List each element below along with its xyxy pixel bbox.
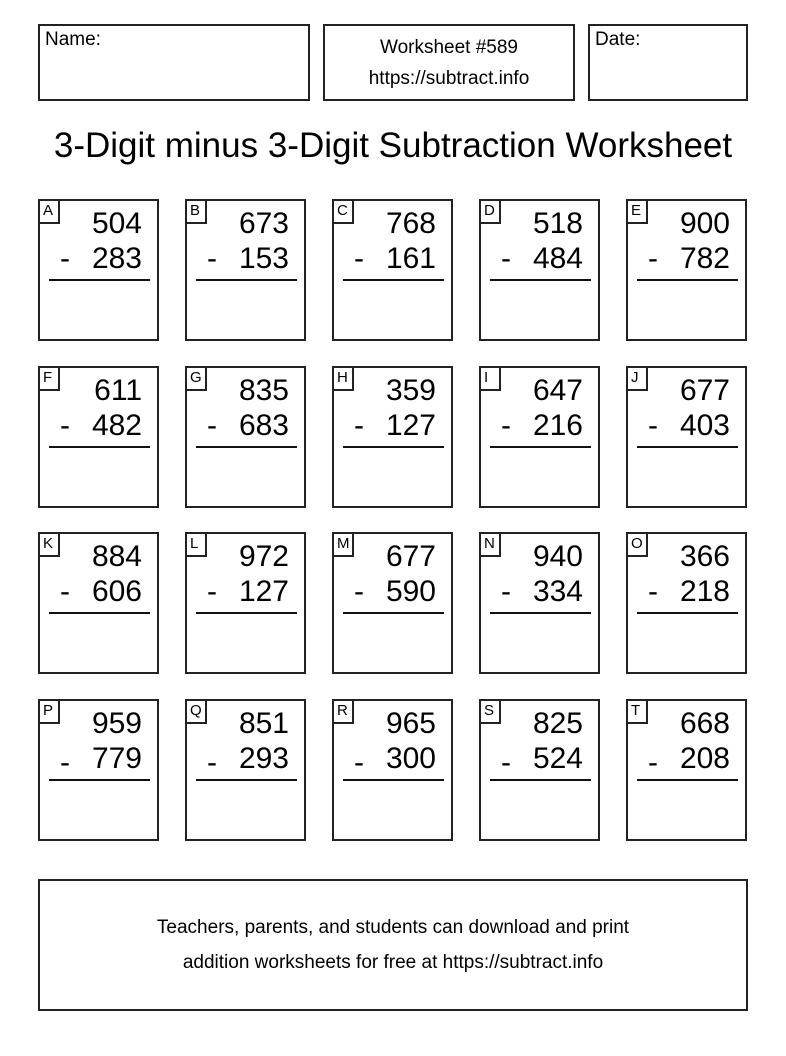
problem-box[interactable] [626,366,747,508]
minus-sign: - [60,409,70,442]
problem-box[interactable] [332,532,453,674]
minuend: 884 [91,540,142,573]
name-label: Name: [45,29,101,50]
minuend: 851 [238,707,289,740]
minuend: 611 [94,374,142,407]
subtrahend: 403 [679,409,730,442]
minuend: 677 [385,540,436,573]
minus-sign: - [207,242,217,275]
answer-line [637,279,738,281]
problem-box[interactable] [185,199,306,341]
minus-sign: - [354,242,364,275]
minuend: 768 [385,207,436,240]
minus-sign: - [60,575,70,608]
subtrahend: 484 [532,242,583,275]
problem-box[interactable] [38,699,159,841]
answer-line [343,612,444,614]
minus-sign: - [648,575,658,608]
problem-label: R [332,699,354,724]
minuend: 972 [238,540,289,573]
subtrahend: 779 [91,742,142,775]
answer-line [196,279,297,281]
subtrahend: 127 [385,409,436,442]
worksheet-url: https://subtract.info [368,68,530,89]
problem-box[interactable] [626,199,747,341]
problem-label: B [185,199,207,224]
subtrahend: 524 [532,742,583,775]
subtrahend: 683 [238,409,289,442]
answer-line [490,279,591,281]
minuend: 673 [238,207,289,240]
minuend: 965 [385,707,436,740]
subtrahend: 300 [385,742,436,775]
minus-sign: - [60,242,70,275]
problem-box[interactable] [626,699,747,841]
problem-label: D [479,199,501,224]
minus-sign: - [354,409,364,442]
problem-box[interactable] [626,532,747,674]
problem-box[interactable] [38,532,159,674]
minuend: 366 [679,540,730,573]
minus-sign: - [501,242,511,275]
problem-box[interactable] [185,699,306,841]
minus-sign: - [207,575,217,608]
problem-box[interactable] [479,532,600,674]
answer-line [343,446,444,448]
problem-label: P [38,699,60,724]
subtrahend: 283 [91,242,142,275]
answer-line [49,612,150,614]
problem-label: M [332,532,354,557]
answer-line [343,779,444,781]
minus-sign: - [501,409,511,442]
problem-box[interactable] [479,366,600,508]
subtrahend: 334 [532,575,583,608]
answer-line [637,612,738,614]
subtrahend: 208 [679,742,730,775]
problem-label: L [185,532,207,557]
problem-label: J [626,366,648,391]
minuend: 647 [532,374,583,407]
problem-box[interactable] [38,199,159,341]
minus-sign: - [501,746,511,779]
answer-line [49,446,150,448]
problem-label: T [626,699,648,724]
answer-line [637,446,738,448]
minus-sign: - [354,746,364,779]
answer-line [49,279,150,281]
problem-box[interactable] [332,699,453,841]
minuend: 504 [91,207,142,240]
minus-sign: - [207,409,217,442]
minuend: 359 [385,374,436,407]
subtrahend: 127 [238,575,289,608]
answer-line [49,779,150,781]
problem-label: A [38,199,60,224]
answer-line [343,279,444,281]
subtrahend: 606 [91,575,142,608]
subtrahend: 293 [238,742,289,775]
problem-box[interactable] [332,199,453,341]
problem-label: G [185,366,207,391]
problem-label: N [479,532,501,557]
problem-box[interactable] [479,199,600,341]
problem-box[interactable] [332,366,453,508]
footer-box [38,879,748,1011]
problem-label: K [38,532,60,557]
problem-label: O [626,532,648,557]
minuend: 668 [679,707,730,740]
name-field-box[interactable] [38,24,310,101]
subtrahend: 782 [679,242,730,275]
date-label: Date: [595,29,641,50]
problem-box[interactable] [185,366,306,508]
answer-line [490,779,591,781]
problem-box[interactable] [479,699,600,841]
answer-line [490,612,591,614]
footer-line-2: addition worksheets for free at https://subtract.info [182,952,604,973]
answer-line [196,612,297,614]
subtrahend: 482 [91,409,142,442]
minus-sign: - [648,409,658,442]
answer-line [196,779,297,781]
problem-label: H [332,366,354,391]
page-title: 3-Digit minus 3-Digit Subtraction Worksheet [53,126,733,165]
subtrahend: 590 [385,575,436,608]
worksheet-number: Worksheet #589 [379,37,518,58]
subtrahend: 218 [679,575,730,608]
minus-sign: - [60,746,70,779]
minuend: 835 [238,374,289,407]
problem-label: C [332,199,354,224]
minuend: 900 [679,207,730,240]
problem-label: I [479,366,501,391]
problem-label: E [626,199,648,224]
subtrahend: 153 [238,242,289,275]
subtrahend: 161 [385,242,436,275]
minuend: 677 [679,374,730,407]
minus-sign: - [207,746,217,779]
problem-label: S [479,699,501,724]
minus-sign: - [354,575,364,608]
minus-sign: - [648,242,658,275]
problem-label: F [38,366,60,391]
minuend: 959 [91,707,142,740]
minus-sign: - [648,746,658,779]
problem-label: Q [185,699,207,724]
worksheet-info-box [323,24,575,101]
minuend: 825 [532,707,583,740]
date-field-box[interactable] [588,24,748,101]
footer-line-1: Teachers, parents, and students can download and print [156,917,630,938]
problem-box[interactable] [185,532,306,674]
subtrahend: 216 [532,409,583,442]
minus-sign: - [501,575,511,608]
answer-line [490,446,591,448]
answer-line [196,446,297,448]
problem-box[interactable] [38,366,159,508]
minuend: 518 [532,207,583,240]
answer-line [637,779,738,781]
minuend: 940 [532,540,583,573]
